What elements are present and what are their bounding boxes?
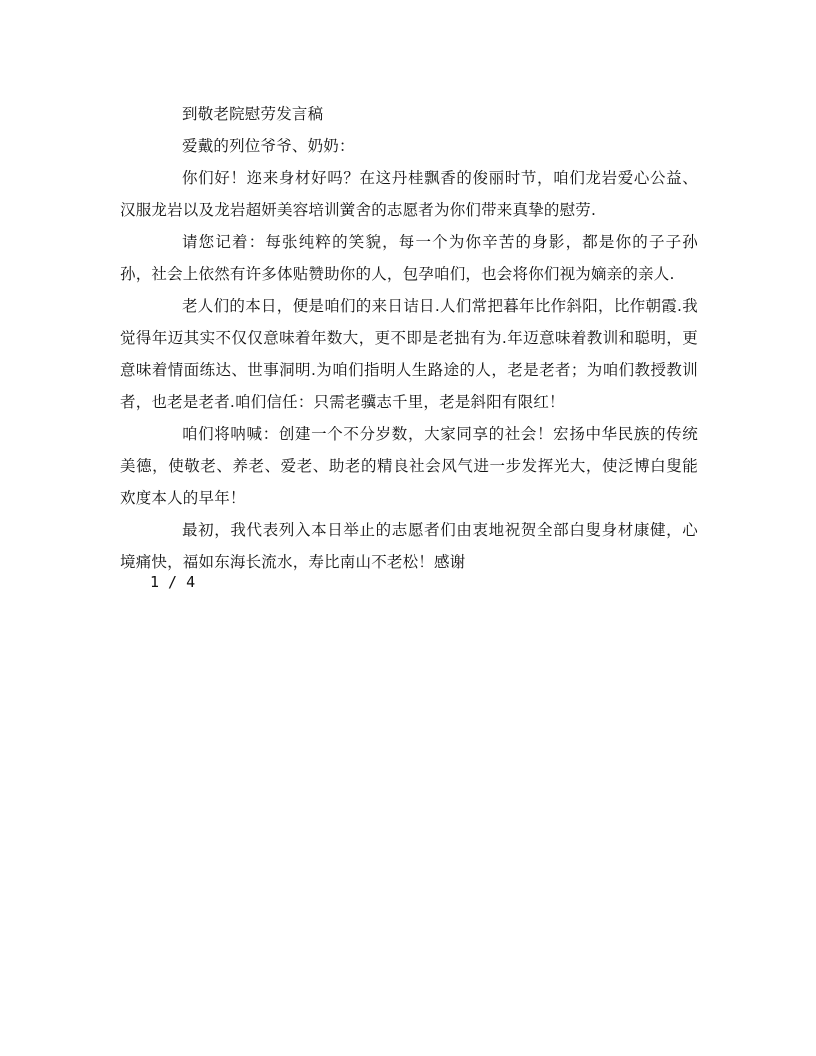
body-paragraph: 最初，我代表列入本日举止的志愿者们由衷地祝贺全部白叟身材康健，心境痛快，福如东海长流水，寿比南山不老松！感谢 xyxy=(120,521,698,571)
body-paragraph: 你们好！迩来身材好吗？在这丹桂飘香的俊丽时节，咱们龙岩爱心公益、汉服龙岩以及龙岩超妍美容培训黉舍的志愿者为你们带来真挚的慰劳. xyxy=(120,169,698,219)
body-paragraph: 咱们将呐喊：创建一个不分岁数，大家同享的社会！宏扬中华民族的传统美德，使敬老、养老、爱老、助老的精良社会风气进一步发挥光大，使泛博白叟能欢度本人的早年！ xyxy=(120,425,698,507)
page-number: 1 / 4 xyxy=(150,573,196,591)
body-paragraph: 请您记着：每张纯粹的笑貌，每一个为你辛苦的身影，都是你的子子孙孙，社会上依然有许多体贴赞助你的人，包孕咱们，也会将你们视为嫡亲的亲人. xyxy=(120,233,698,283)
body-paragraph: 老人们的本日，便是咱们的来日诘日.人们常把暮年比作斜阳，比作朝霞.我觉得年迈其实不仅仅意味着年数大，更不即是老拙有为.年迈意味着教训和聪明，更意味着情面练达、世事洞明.为咱们指明人生路途的人，老是老者；为咱们教授教训者，也老是老者.咱们信任：只需老骥志千里，老是斜阳有限红！ xyxy=(120,297,698,411)
greeting-line: 爱戴的列位爷爷、奶奶： xyxy=(182,137,355,155)
document-title: 到敬老院慰劳发言稿 xyxy=(182,105,324,123)
document-content xyxy=(120,98,698,578)
